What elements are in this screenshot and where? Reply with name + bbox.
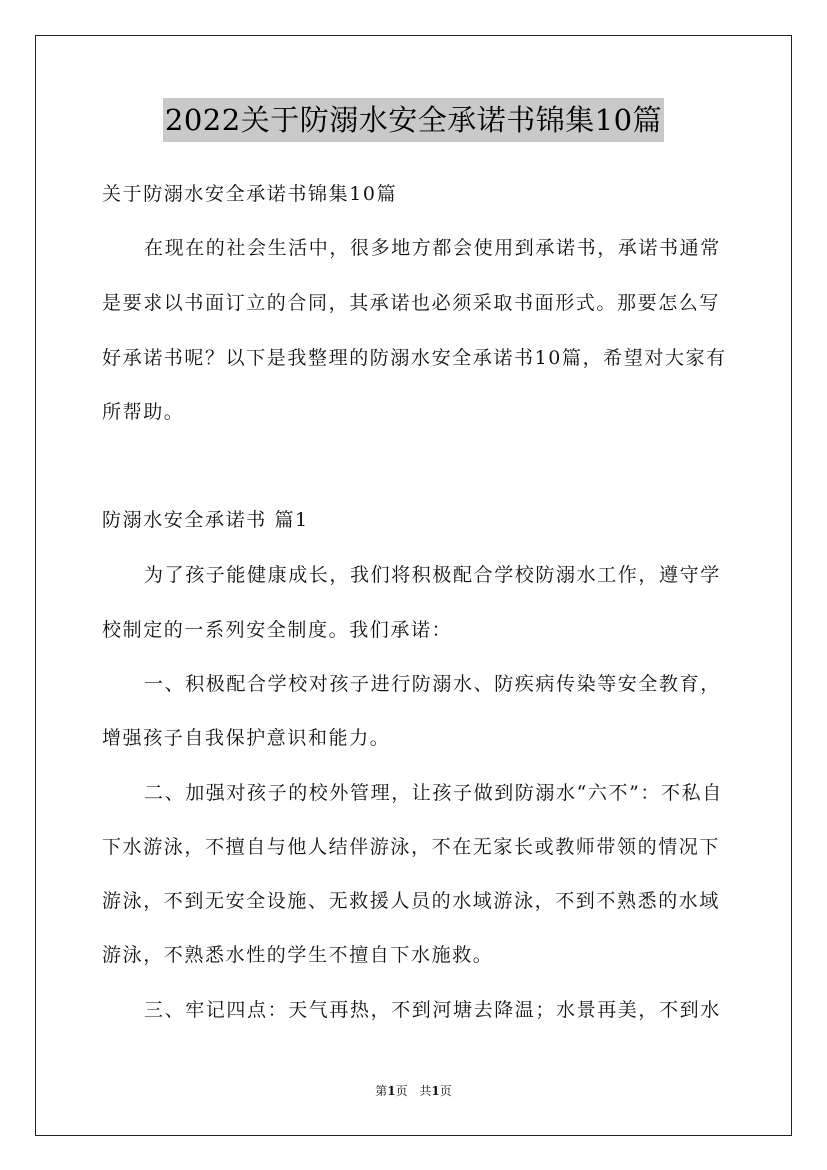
page-number [375, 1084, 407, 1098]
total-count: 1 [431, 1084, 440, 1098]
body-line: 二、加强对孩子的校外管理，让孩子做到防溺水“六不”：不私自 [144, 782, 723, 804]
total-suffix: 页 [439, 1084, 452, 1098]
page-current: 1 [387, 1084, 396, 1098]
body-line: 增强孩子自我保护意识和能力。 [102, 727, 391, 749]
page-footer [0, 1083, 827, 1099]
intro-line: 在现在的社会生活中，很多地方都会使用到承诺书，承诺书通常 [144, 237, 721, 259]
intro-line: 是要求以书面订立的合同，其承诺也必须采取书面形式。那要怎么写 [102, 292, 721, 314]
body-line: 三、牢记四点：天气再热，不到河塘去降温；水景再美，不到水 [144, 999, 721, 1021]
total-prefix: 共 [419, 1084, 432, 1098]
body-line: 游泳，不到无安全设施、无救援人员的水域游泳，不到不熟悉的水域 [102, 890, 721, 912]
page-total [419, 1084, 451, 1098]
body-line: 下水游泳，不擅自与他人结伴游泳，不在无家长或教师带领的情况下 [102, 836, 721, 858]
title-container [0, 98, 827, 142]
intro-line: 所帮助。 [102, 401, 185, 423]
body-line: 为了孩子能健康成长，我们将积极配合学校防溺水工作，遵守学 [144, 564, 721, 586]
document-subtitle: 关于防溺水安全承诺书锦集10篇 [102, 183, 398, 205]
page-prefix: 第 [375, 1084, 388, 1098]
intro-line: 好承诺书呢？以下是我整理的防溺水安全承诺书10篇，希望对大家有 [102, 347, 727, 369]
document-title: 2022关于防溺水安全承诺书锦集10篇 [163, 98, 664, 142]
body-line: 游泳，不熟悉水性的学生不擅自下水施救。 [102, 944, 494, 966]
body-line: 校制定的一系列安全制度。我们承诺： [102, 619, 453, 641]
page-suffix: 页 [395, 1084, 408, 1098]
body-line: 一、积极配合学校对孩子进行防溺水、防疾病传染等安全教育， [144, 673, 721, 695]
section-heading: 防溺水安全承诺书 篇1 [102, 509, 309, 531]
